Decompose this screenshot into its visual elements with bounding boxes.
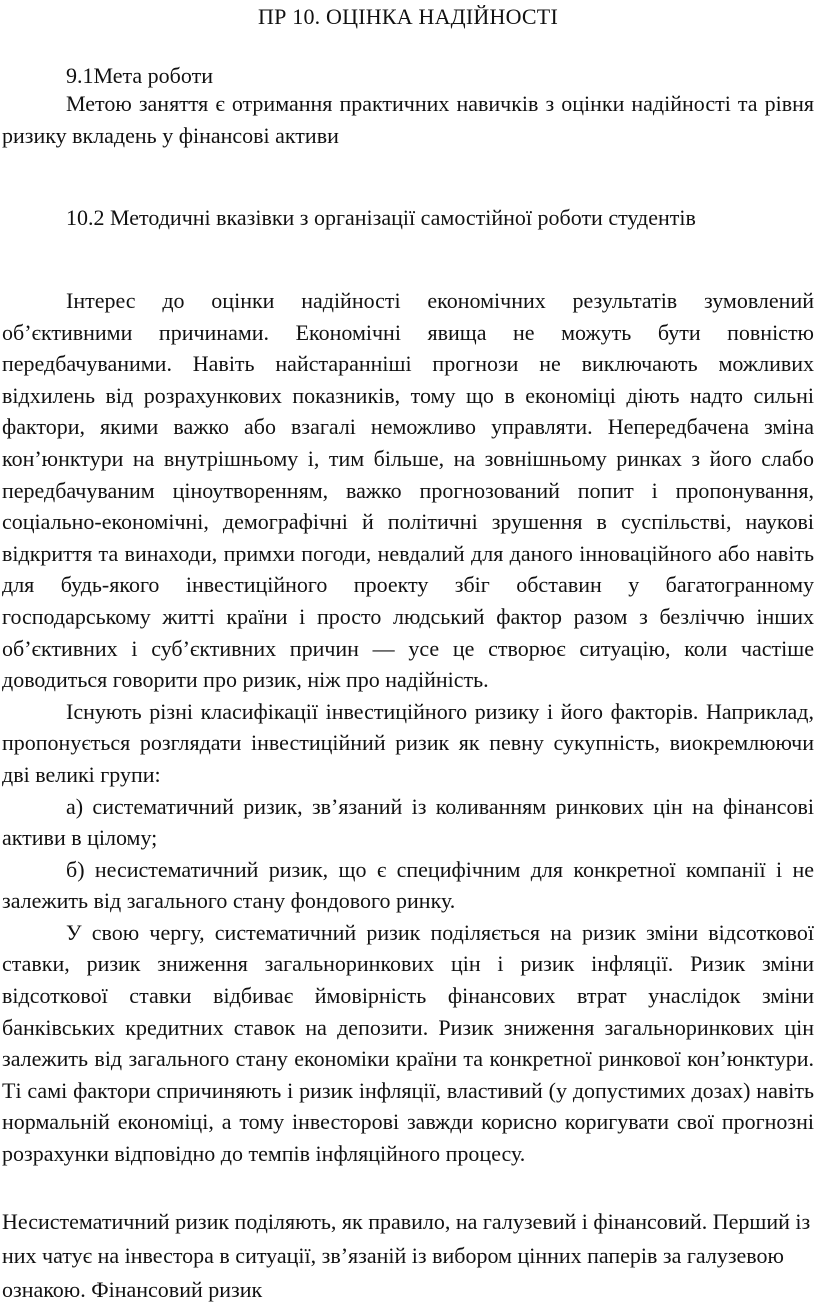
section-1-heading: 9.1Мета роботи <box>66 63 213 88</box>
body-text-block <box>2 285 814 1170</box>
page-title: ПР 10. ОЦІНКА НАДІЙНОСТІ <box>258 4 558 29</box>
section-2-heading: 10.2 Методичні вказівки з організації самостійної роботи студентів <box>66 205 696 230</box>
paragraph-interest: Інтерес до оцінки надійності економічних результатів зумовлений об’єктивними причинами. Економічні явища не можуть бути повністю передбачуваними. Навіть найстаранніші прогнози не виключають можливих відхилень від розрахункових показників, тому що в економіці діють надто сильні фактори, якими важко або взагалі неможливо управляти. Непередбачена зміна кон’юнктури на внутрішньому і, тим більше, на зовнішньому ринках з його слабо передбачуваним ціноутворенням, важко прогнозований попит і пропонування, соціально-економічні, демографічні й політичні зрушення в суспільстві, наукові відкриття та винаходи, примхи погоди, невдалий для даного інноваційного або навіть для будь-якого інвестиційного проекту збіг обставин у багатогранному господарському житті країни і просто людський фактор разом з безліччю інших об’єктивних і суб’єктивних причин — усе це створює ситуацію, коли частіше доводиться говорити про ризик, ніж про надійність. <box>2 288 814 693</box>
paragraph-systematic-risk: а) систематичний ризик, зв’язаний із коливанням ринкових цін на фінансові активи в цілому; <box>2 793 814 851</box>
paragraph-unsystematic-risk: б) несистематичний ризик, що є специфічним для конкретної компанії і не залежить від загального стану фондового ринку. <box>2 856 814 914</box>
paragraph-systematic-breakdown: У свою чергу, систематичний ризик поділяється на ризик зміни відсоткової ставки, ризик зниження загальноринкових цін і ризик інфляції. Ризик зміни відсоткової ставки відбиває ймовірність фінансових втрат унаслідок зміни банківських кредитних ставок на депозити. Ризик зниження загальноринкових цін залежить від загального стану економіки країни та конкретної ринкової кон’юнктури. Ті самі фактори спричиняють і ризик інфляції, властивий (у допустимих дозах) навіть нормальній економіці, а тому інвесторові завжди корисно коригувати свої прогнозні розрахунки відповідно до темпів інфляційного процесу. <box>2 919 814 1167</box>
section-1-text: Метою заняття є отримання практичних навичків з оцінки надійності та рівня ризику вкладень у фінансові активи <box>2 91 814 148</box>
paragraph-classifications: Існують різні класифікації інвестиційного ризику і його факторів. Наприклад, пропонується розглядати інвестиційний ризик як певну сукупність, виокремлюючи дві великі групи: <box>2 698 814 787</box>
section-1-text-block <box>2 88 814 151</box>
tail-paragraph: Несистематичний ризик поділяють, як правило, на галузевий і фінансовий. Перший із них чатує на інвестора в ситуації, зв’язаній із вибором цінних паперів за галузевою ознакою. Фінансовий ризик <box>2 1209 811 1302</box>
